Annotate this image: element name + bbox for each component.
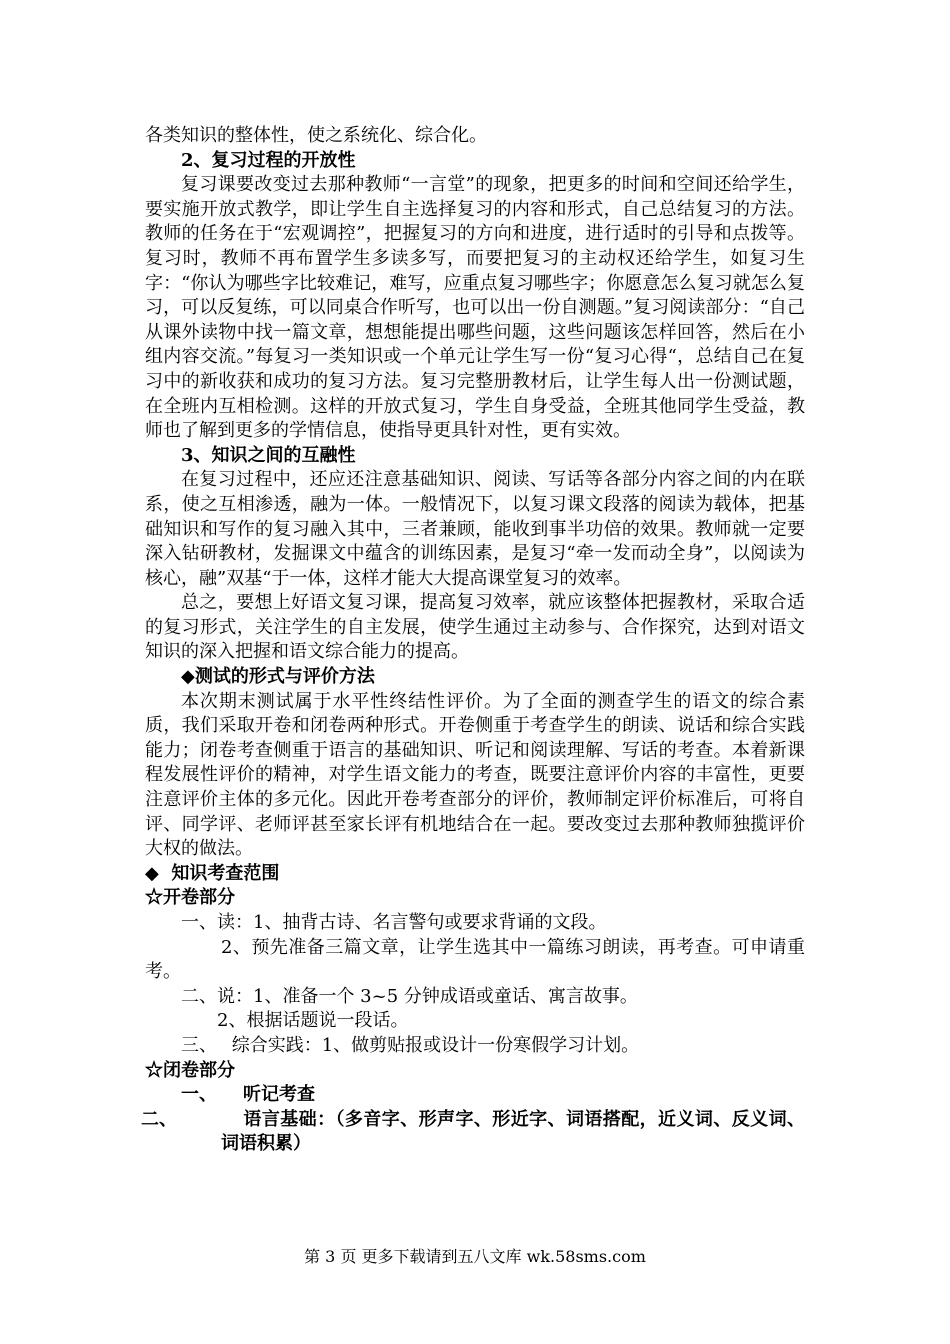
paragraph-intro-tail: 各类知识的整体性，使之系统化、综合化。 bbox=[145, 125, 487, 146]
closed-item-language-text: 语言基础：（多音字、形声字、形近字、词语搭配，近义词、反义词、词语积累） bbox=[221, 1108, 805, 1155]
heading-integration: 3、知识之间的互融性 bbox=[181, 444, 356, 466]
page-footer: 第 3 页 更多下载请到五八文库 wk.58sms.com bbox=[304, 1247, 646, 1266]
paragraph-integration: 在复习过程中，还应还注意基础知识、阅读、写话等各部分内容之间的内在联系，使之互相渗透，融为一体。一般情况下，以复习课文段落的阅读为载体，把基础知识和写作的复习融入其中，三者兼顾，能收到事半功倍的效果。教师就一定要深入钻研教材，发掘课文中蕴含的训练因素，是复习“牵一发而动全身”，以阅读为核心，融”双基“于一体，这样才能大大提高课堂复习的效率。 bbox=[145, 469, 805, 589]
open-item-read-2: 2、预先准备三篇文章，让学生选其中一篇练习朗读，再考查。可申请重考。 bbox=[145, 936, 805, 983]
closed-item-listening-text: 听记考查 bbox=[243, 1084, 315, 1106]
closed-item-listening bbox=[145, 1083, 805, 1108]
document-body bbox=[141, 124, 805, 1157]
open-item-practice: 三、 综合实践：1、做剪贴报或设计一份寒假学习计划。 bbox=[181, 1034, 640, 1056]
paragraph-summary: 总之，要想上好语文复习课，提高复习效率，就应该整体把握教材，采取合适的复习形式，关注学生的自主发展，使学生通过主动参与、合作探究，达到对语文知识的深入把握和语文综合能力的提高。 bbox=[145, 592, 805, 663]
heading-openness: 2、复习过程的开放性 bbox=[181, 149, 356, 171]
closed-item-language bbox=[141, 1108, 805, 1157]
open-item-speak-2: 2、根据话题说一段话。 bbox=[217, 1010, 409, 1032]
heading-closed-book: ☆闭卷部分 bbox=[145, 1059, 235, 1081]
closed-item-listening-number: 一、 bbox=[181, 1084, 217, 1106]
paragraph-test-form: 本次期末测试属于水平性终结性评价。为了全面的测查学生的语文的综合素质，我们采取开卷和闭卷两种形式。开卷侧重于考查学生的朗读、说话和综合实践能力；闭卷考查侧重于语言的基础知识、听记和阅读理解、写话的考查。本着新课程发展性评价的精神，对学生语文能力的考查，既要注意评价内容的丰富性，更要注意评价主体的多元化。因此开卷考查部分的评价，教师制定评价标准后，可将自评、同学评、老师评甚至家长评有机地结合在一起。要改变过去那种教师独揽评价大权的做法。 bbox=[145, 690, 805, 860]
paragraph-openness: 复习课要改变过去那种教师“一言堂”的现象，把更多的时间和空间还给学生，要实施开放式教学，即让学生自主选择复习的内容和形式，自己总结复习的方法。教师的任务在于“宏观调控”，把握复习的方向和进度，进行适时的引导和点拨等。复习时，教师不再布置学生多读多写，而要把复习的主动权还给学生，如复习生字：“你认为哪些字比较难记，难写，应重点复习哪些字；你愿意怎么复习就怎么复习，可以反复练，可以同桌合作听写，也可以出一份自测题。”复习阅读部分：“自己从课外读物中找一篇文章，想想能提出哪些问题，这些问题该怎样回答，然后在小组内容交流。”每复习一类知识或一个单元让学生写一份“复习心得“，总结自己在复习中的新收获和成功的复习方法。复习完整册教材后，让学生每人出一份测试题，在全班内互相检测。这样的开放式复习，学生自身受益，全班其他同学生受益，教师也了解到更多的学情信息，使指导更具针对性，更有实效。 bbox=[145, 174, 805, 442]
heading-open-book: ☆开卷部分 bbox=[145, 887, 235, 909]
open-item-read: 一、读：1、抽背古诗、名言警句或要求背诵的文段。 bbox=[181, 912, 607, 933]
closed-item-language-number: 二、 bbox=[141, 1108, 177, 1130]
heading-knowledge-scope: ◆ 知识考查范围 bbox=[145, 862, 280, 884]
heading-test-form: ◆测试的形式与评价方法 bbox=[181, 666, 375, 688]
open-item-speak: 二、说：1、准备一个 3~5 分钟成语或童话、寓言故事。 bbox=[181, 985, 638, 1007]
